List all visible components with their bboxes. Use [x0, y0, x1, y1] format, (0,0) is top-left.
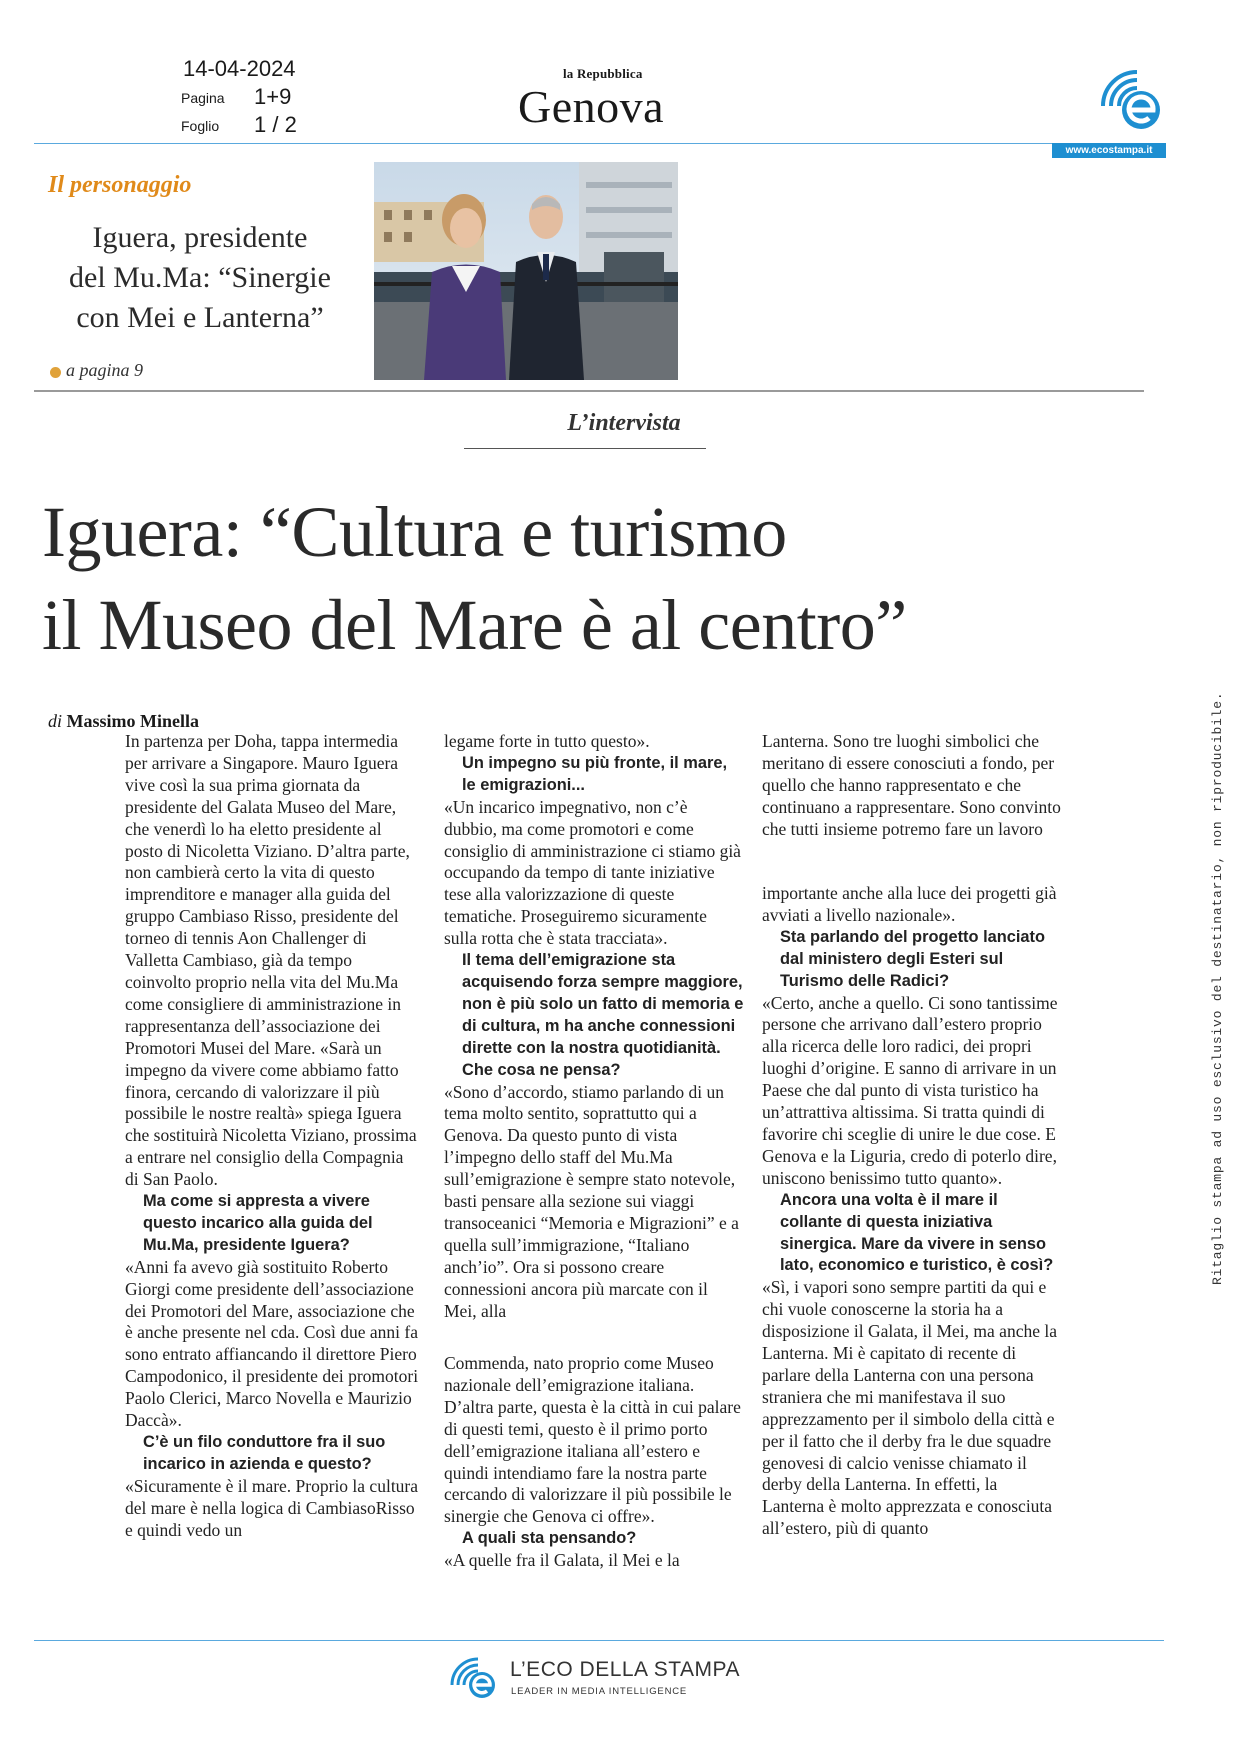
article-column-2b [444, 1353, 744, 1572]
teaser-title [40, 218, 360, 338]
interview-question: A quali sta pensando? [462, 1529, 637, 1548]
portrait-photo [374, 162, 678, 380]
teaser-divider [34, 390, 1144, 392]
article-paragraph: In partenza per Doha, tappa intermedia per arrivare a Singapore. Mauro Iguera vive così la sua prima giornata da presidente del Galata Museo del Mare, che venerdì lo ha eletto presidente al posto di Nicoletta Viziano. D’altra parte, non cambierà certo la vita di questo imprenditore e manager alla guida del gruppo Cambiaso Risso, presidente del torneo di tennis Aon Challenger di Valletta Cambiaso, già da tempo coinvolto proprio nella vita del Mu.Ma come consigliere di amministrazione in rappresentanza dell’associazione dei Promotori Musei del Mare. «Sarà un impegno da vivere come abbiamo fatto finora, cercando di valorizzare il più possibile le nostre realtà» spiega Iguera che sostituirà Nicoletta Viziano, prossima a entrare nel consiglio della Compagnia di San Paolo. [125, 731, 417, 1190]
byline-author: Massimo Minella [66, 711, 200, 731]
interview-question: Un impegno su più fronte, il mare, le emigrazioni... [462, 753, 728, 794]
teaser-title-line: con Mei e Lanterna” [76, 301, 324, 334]
teaser-kicker: Il personaggio [48, 172, 192, 198]
headline-line-1: Iguera: “Cultura e turismo [42, 492, 787, 572]
eco-della-stampa-logo-icon [448, 1651, 500, 1699]
article-paragraph: Commenda, nato proprio come Museo nazionale dell’emigrazione italiana. D’altra parte, questa è la città in cui palare di questi temi, questo è il primo porto dell’emigrazione italiana all’estero e quindi intendiamo fare la nostra parte cercando di valorizzare il più possibile le sinergie che Genova ci offre». [444, 1353, 741, 1527]
teaser-title-line: Iguera, presidente [92, 221, 308, 254]
byline [48, 711, 199, 732]
clipping-date: 14-04-2024 [183, 56, 296, 81]
article-paragraph: «Sono d’accordo, stiamo parlando di un tema molto sentito, soprattutto qui a Genova. Da questo punto di vista l’impegno dello staff del Mu.Ma sull’emigrazione è sempre stato notevole, basti pensare alla sezione sui viaggi transoceanici “Memoria e Migrazioni” e a quella sull’immigrazione, “Italiano anch’io”. Ora si possono creare connessioni ancora più marcate con il Mei, alla [444, 1081, 739, 1321]
foglio-value: 1 / 2 [254, 112, 297, 137]
headline-line-2: il Museo del Mare è al centro” [42, 585, 907, 665]
footer-brand: L’ECO DELLA STAMPA [510, 1658, 740, 1681]
article-paragraph: «Un incarico impegnativo, non c’è dubbio, ma come promotori e come consiglio di amministrazione ci stiamo già occupando da tempo di tante iniziative tese alla valorizzazione di queste tematiche. Proseguiremo sicuramente sulla rotta che è stata tracciata». [444, 796, 741, 949]
article-paragraph: «Sì, i vapori sono sempre partiti da qui e chi vuole conoscerne la storia ha a disposizione il Galata, il Mei, ma anche la Lanterna. Mi è capitato di recente di parlare della Lanterna con una persona straniera che mi manifestava il suo apprezzamento per il simbolo della città e per il fatto che il derby fra le due squadre genovesi di calcio venisse chiamato il derby della Lanterna. In effetti, la Lanterna è molto apprezzata e conosciuta all’estero, più di quanto [762, 1277, 1057, 1539]
article-paragraph: «Certo, anche a quello. Ci sono tantissime persone che arrivano dall’estero proprio alla ricerca delle loro radici, dei propri luoghi d’origine. E sanno di arrivare in un Paese che dal punto di vista turistico ha un’attrattiva altissima. Si tratta quindi di favorire chi sceglie di unire le due cose. E Genova e la Liguria, credo di poterlo dire, uniscono benissimo tutto quanto». [762, 992, 1058, 1188]
article-paragraph: «Anni fa avevo già sostituito Roberto Giorgi come presidente dell’associazione dei Promotori del Mare, associazione che è anche presente nel cda. Così due anni fa sono entrato affiancando il direttore Piero Campodonico, il presidente dei promotori Paolo Clerici, Marco Novella e Maurizio Daccà». [125, 1256, 419, 1431]
copyright-notice: Ritaglio stampa ad uso esclusivo del destinatario, non riproducibile. [1210, 691, 1225, 1285]
article-column-3b [762, 883, 1062, 1540]
interview-question: Il tema dell’emigrazione sta acquisendo forza sempre maggiore, non è più solo un fatto di memoria e di cultura, m ha anche connessioni dirette con la nostra quotidianità. Che cosa ne pensa? [462, 951, 744, 1079]
interview-question: C’è un filo conduttore fra il suo incarico in azienda e questo? [143, 1433, 386, 1473]
pagina-label: Pagina [181, 90, 225, 106]
article-paragraph: Lanterna. Sono tre luoghi simbolici che meritano di essere conosciuti a fondo, per quello che hanno rappresentato e che continuano a rappresentare. Sono convinto che tutti insieme potremo fare un lavoro [762, 731, 1061, 839]
pagina-value: 1+9 [254, 84, 292, 109]
article-column-1 [125, 731, 421, 1542]
interview-question: Ma come si appresta a vivere questo incarico alla guida del Mu.Ma, presidente Iguera? [143, 1192, 373, 1254]
header-rule [34, 143, 1052, 144]
edition-masthead: Genova [518, 81, 665, 132]
byline-prefix: di [48, 711, 63, 731]
teaser-page-ref: a pagina 9 [66, 360, 144, 380]
interview-question: Ancora una volta è il mare il collante di questa iniziativa sinergica. Mare da vivere in senso lato, economico e turistico, è così? [780, 1190, 1054, 1275]
footer-tagline: LEADER IN MEDIA INTELLIGENCE [511, 1686, 688, 1697]
article-column-2a [444, 731, 744, 1322]
section-underline [464, 448, 706, 449]
article-paragraph: «A quelle fra il Galata, il Mei e la [444, 1550, 680, 1571]
article-paragraph: importante anche alla luce dei progetti già avviati a livello nazionale». [762, 883, 1057, 925]
teaser-title-line: del Mu.Ma: “Sinergie [69, 261, 331, 294]
ecostampa-url[interactable]: www.ecostampa.it [1052, 143, 1166, 158]
article-column-3a [762, 731, 1062, 841]
footer-rule [34, 1640, 1164, 1641]
article-paragraph: «Sicuramente è il mare. Proprio la cultura del mare è nella logica di CambiasoRisso e quindi vedo un [125, 1475, 419, 1540]
bullet-dot-icon [50, 367, 61, 378]
foglio-label: Foglio [181, 118, 220, 134]
publisher-name: la Repubblica [563, 66, 643, 81]
ecostampa-logo-icon [1097, 58, 1165, 134]
interview-question: Sta parlando del progetto lanciato dal ministero degli Esteri sul Turismo delle Radici? [780, 927, 1046, 990]
article-paragraph: legame forte in tutto questo». [444, 731, 650, 751]
section-label: L’intervista [567, 410, 681, 436]
